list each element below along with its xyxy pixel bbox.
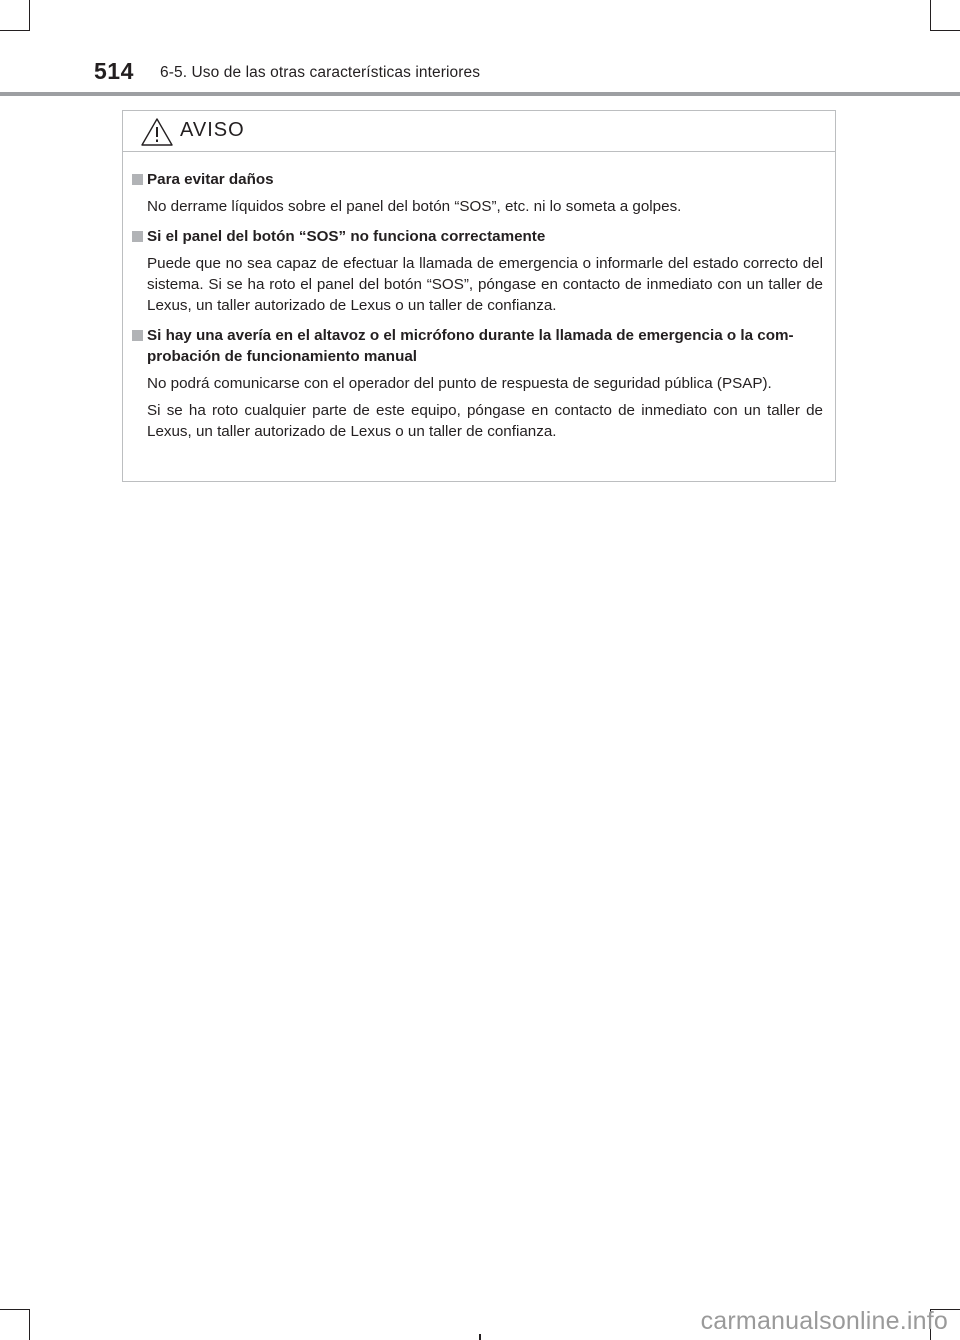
section-title: 6-5. Uso de las otras características interiores xyxy=(160,64,481,81)
crop-mark xyxy=(0,1309,30,1310)
item-heading-text: Si el panel del botón “SOS” no funciona correctamente xyxy=(147,228,546,245)
item-paragraph: No podrá comunicarse con el operador del punto de respuesta de seguridad pública (PSAP). xyxy=(147,375,772,392)
crop-mark xyxy=(29,0,30,30)
crop-mark xyxy=(29,1310,30,1340)
warning-triangle-icon xyxy=(140,117,174,147)
item-heading xyxy=(131,169,823,190)
crop-mark xyxy=(0,30,30,31)
square-bullet-icon xyxy=(132,231,143,242)
square-bullet-icon xyxy=(132,174,143,185)
warning-box xyxy=(122,110,836,482)
footer-mark xyxy=(479,1334,481,1340)
header-rule xyxy=(0,92,960,96)
warning-header xyxy=(123,111,835,152)
warning-item xyxy=(131,325,823,442)
page-header xyxy=(0,54,960,94)
page-number: 514 xyxy=(94,58,134,84)
item-paragraph: Puede que no sea capaz de efectuar la llamada de emergencia o informarle del estado correcto del sistema. Si se ha roto el panel del botón “SOS”, póngase en contacto de inmediato con un taller de Lexus, un taller autorizado de Lexus o un taller de confianza. xyxy=(147,255,823,314)
item-heading xyxy=(131,226,823,247)
warning-label: AVISO xyxy=(180,119,245,141)
square-bullet-icon xyxy=(132,330,143,341)
item-heading xyxy=(131,325,823,367)
crop-mark xyxy=(930,30,960,31)
warning-item xyxy=(131,169,823,217)
crop-mark xyxy=(930,0,931,30)
item-heading-text: Para evitar daños xyxy=(147,171,274,188)
item-heading-text: Si hay una avería en el altavoz o el micrófono durante la llamada de emergencia o la comprobación de funcionamiento manual xyxy=(147,327,794,365)
watermark-link[interactable]: carmanualsonline.info xyxy=(700,1307,948,1335)
item-paragraph: Si se ha roto cualquier parte de este equipo, póngase en contacto de inmediato con un taller de Lexus, un taller autorizado de Lexus o un taller de confianza. xyxy=(147,402,823,440)
warning-body xyxy=(123,152,835,442)
warning-item xyxy=(131,226,823,316)
item-paragraph: No derrame líquidos sobre el panel del botón “SOS”, etc. ni lo someta a golpes. xyxy=(147,198,682,215)
